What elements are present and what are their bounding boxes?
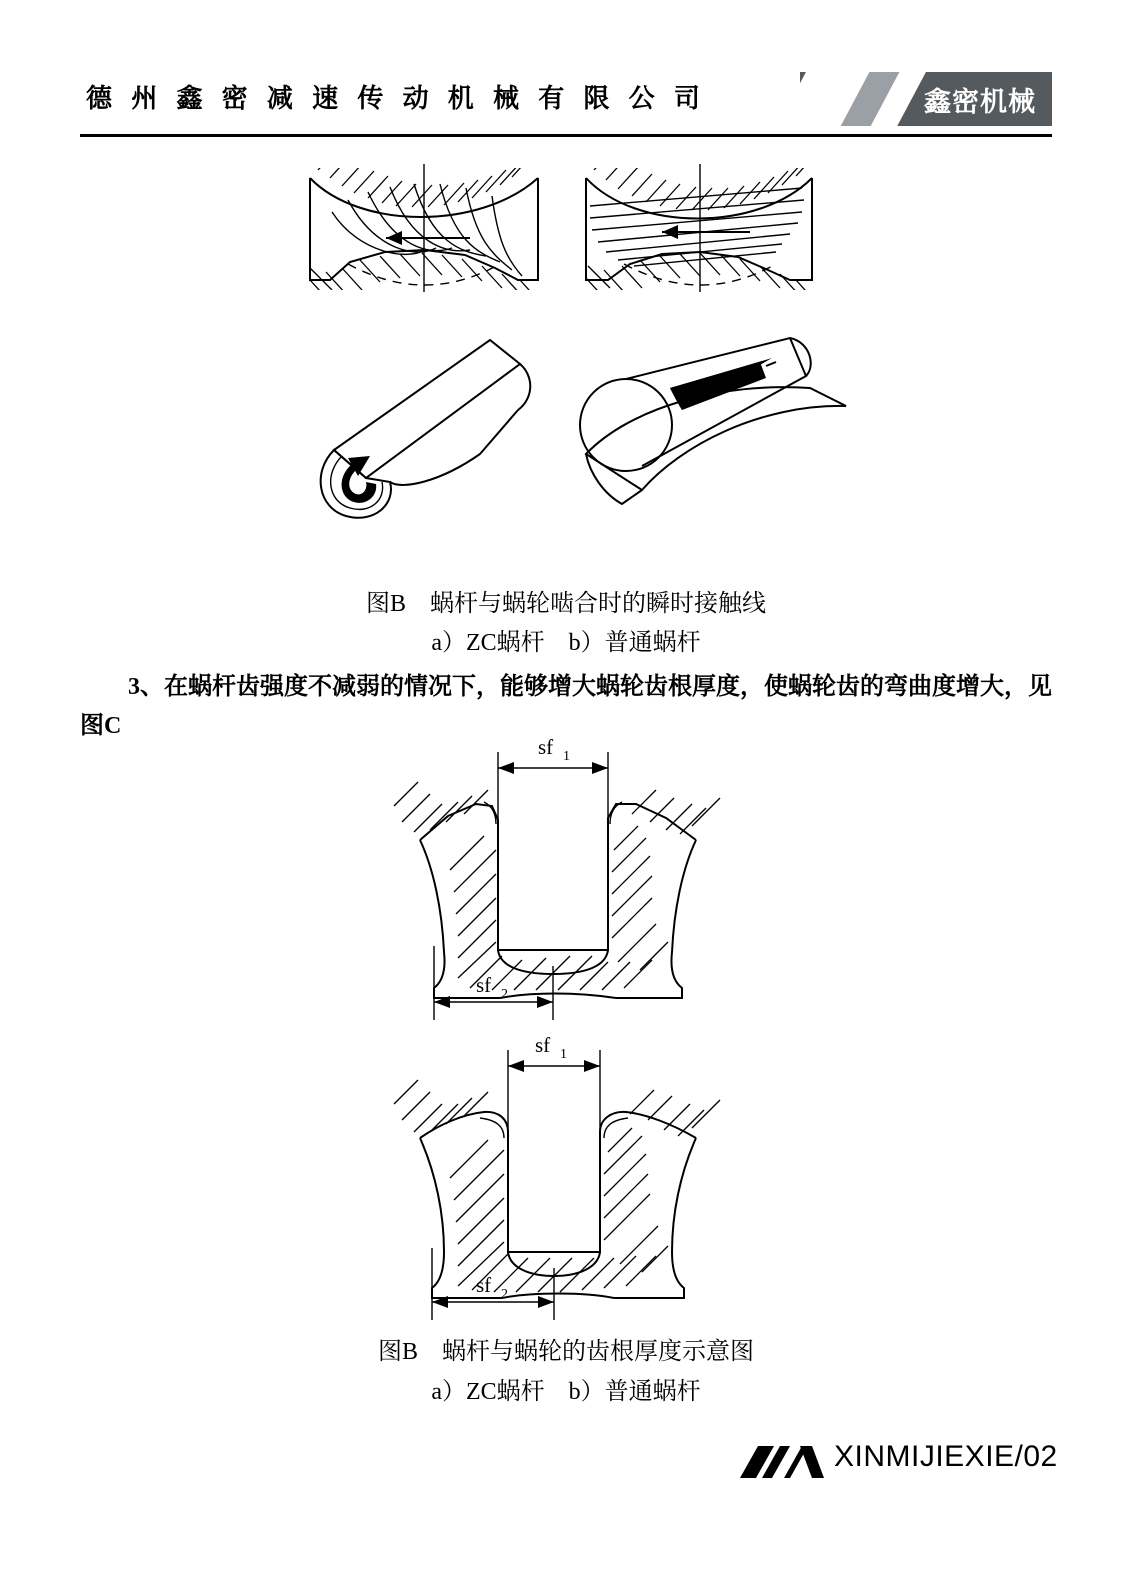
figure-c-caption-line2: a）ZC蜗杆 b）普通蜗杆 (431, 1379, 701, 1405)
figure-c-tooth-root-zc-drawing (380, 730, 760, 1030)
paragraph-3: 3、在蜗杆齿强度不减弱的情况下，能够增大蜗轮齿根厚度，使蜗轮齿的弯曲度增大，见图C (80, 674, 1052, 739)
worm-cylinder-left (321, 340, 531, 518)
figure-c2-svg (380, 1028, 760, 1328)
figure-c-tooth-root-standard-drawing (380, 1028, 760, 1328)
worm-cylinder-right (580, 338, 846, 504)
dim-label-sf2-sub: 2 (501, 987, 508, 1002)
figure-c1-svg (380, 730, 760, 1030)
page-footer (740, 1438, 1058, 1486)
logo-text: 鑫密机械 (924, 87, 1036, 117)
figure-b-caption-line2: a）ZC蜗杆 b）普通蜗杆 (431, 630, 701, 656)
header-divider (80, 134, 1052, 137)
footer-logo-icon (740, 1442, 824, 1482)
dim-label-sf2-b-sub: 2 (501, 1287, 508, 1302)
dim-label-sf1: sf (538, 735, 554, 759)
dim-label-sf1-b: sf (535, 1033, 551, 1057)
figure-b-svg (290, 160, 850, 550)
tooth-profile-right (586, 160, 816, 300)
dim-label-sf2: sf (476, 973, 492, 997)
tooth-profile-left (310, 160, 538, 302)
dim-label-sf1-b-sub: 1 (560, 1047, 567, 1062)
figure-c-caption-line1: 图B 蜗杆与蜗轮的齿根厚度示意图 (377, 1339, 754, 1365)
page-header (80, 78, 1052, 140)
dim-label-sf2-b: sf (476, 1273, 492, 1297)
figure-b-contact-lines-drawing (290, 160, 850, 550)
dim-label-sf1-sub: 1 (563, 749, 570, 764)
footer-page-mark: XINMIJIEXIE/02 (834, 1440, 1058, 1473)
company-title: 德 州 鑫 密 减 速 传 动 机 械 有 限 公 司 (86, 83, 706, 113)
brand-logo-badge (800, 72, 1052, 126)
figure-b-caption-line1: 图B 蜗杆与蜗轮啮合时的瞬时接触线 (365, 591, 766, 617)
